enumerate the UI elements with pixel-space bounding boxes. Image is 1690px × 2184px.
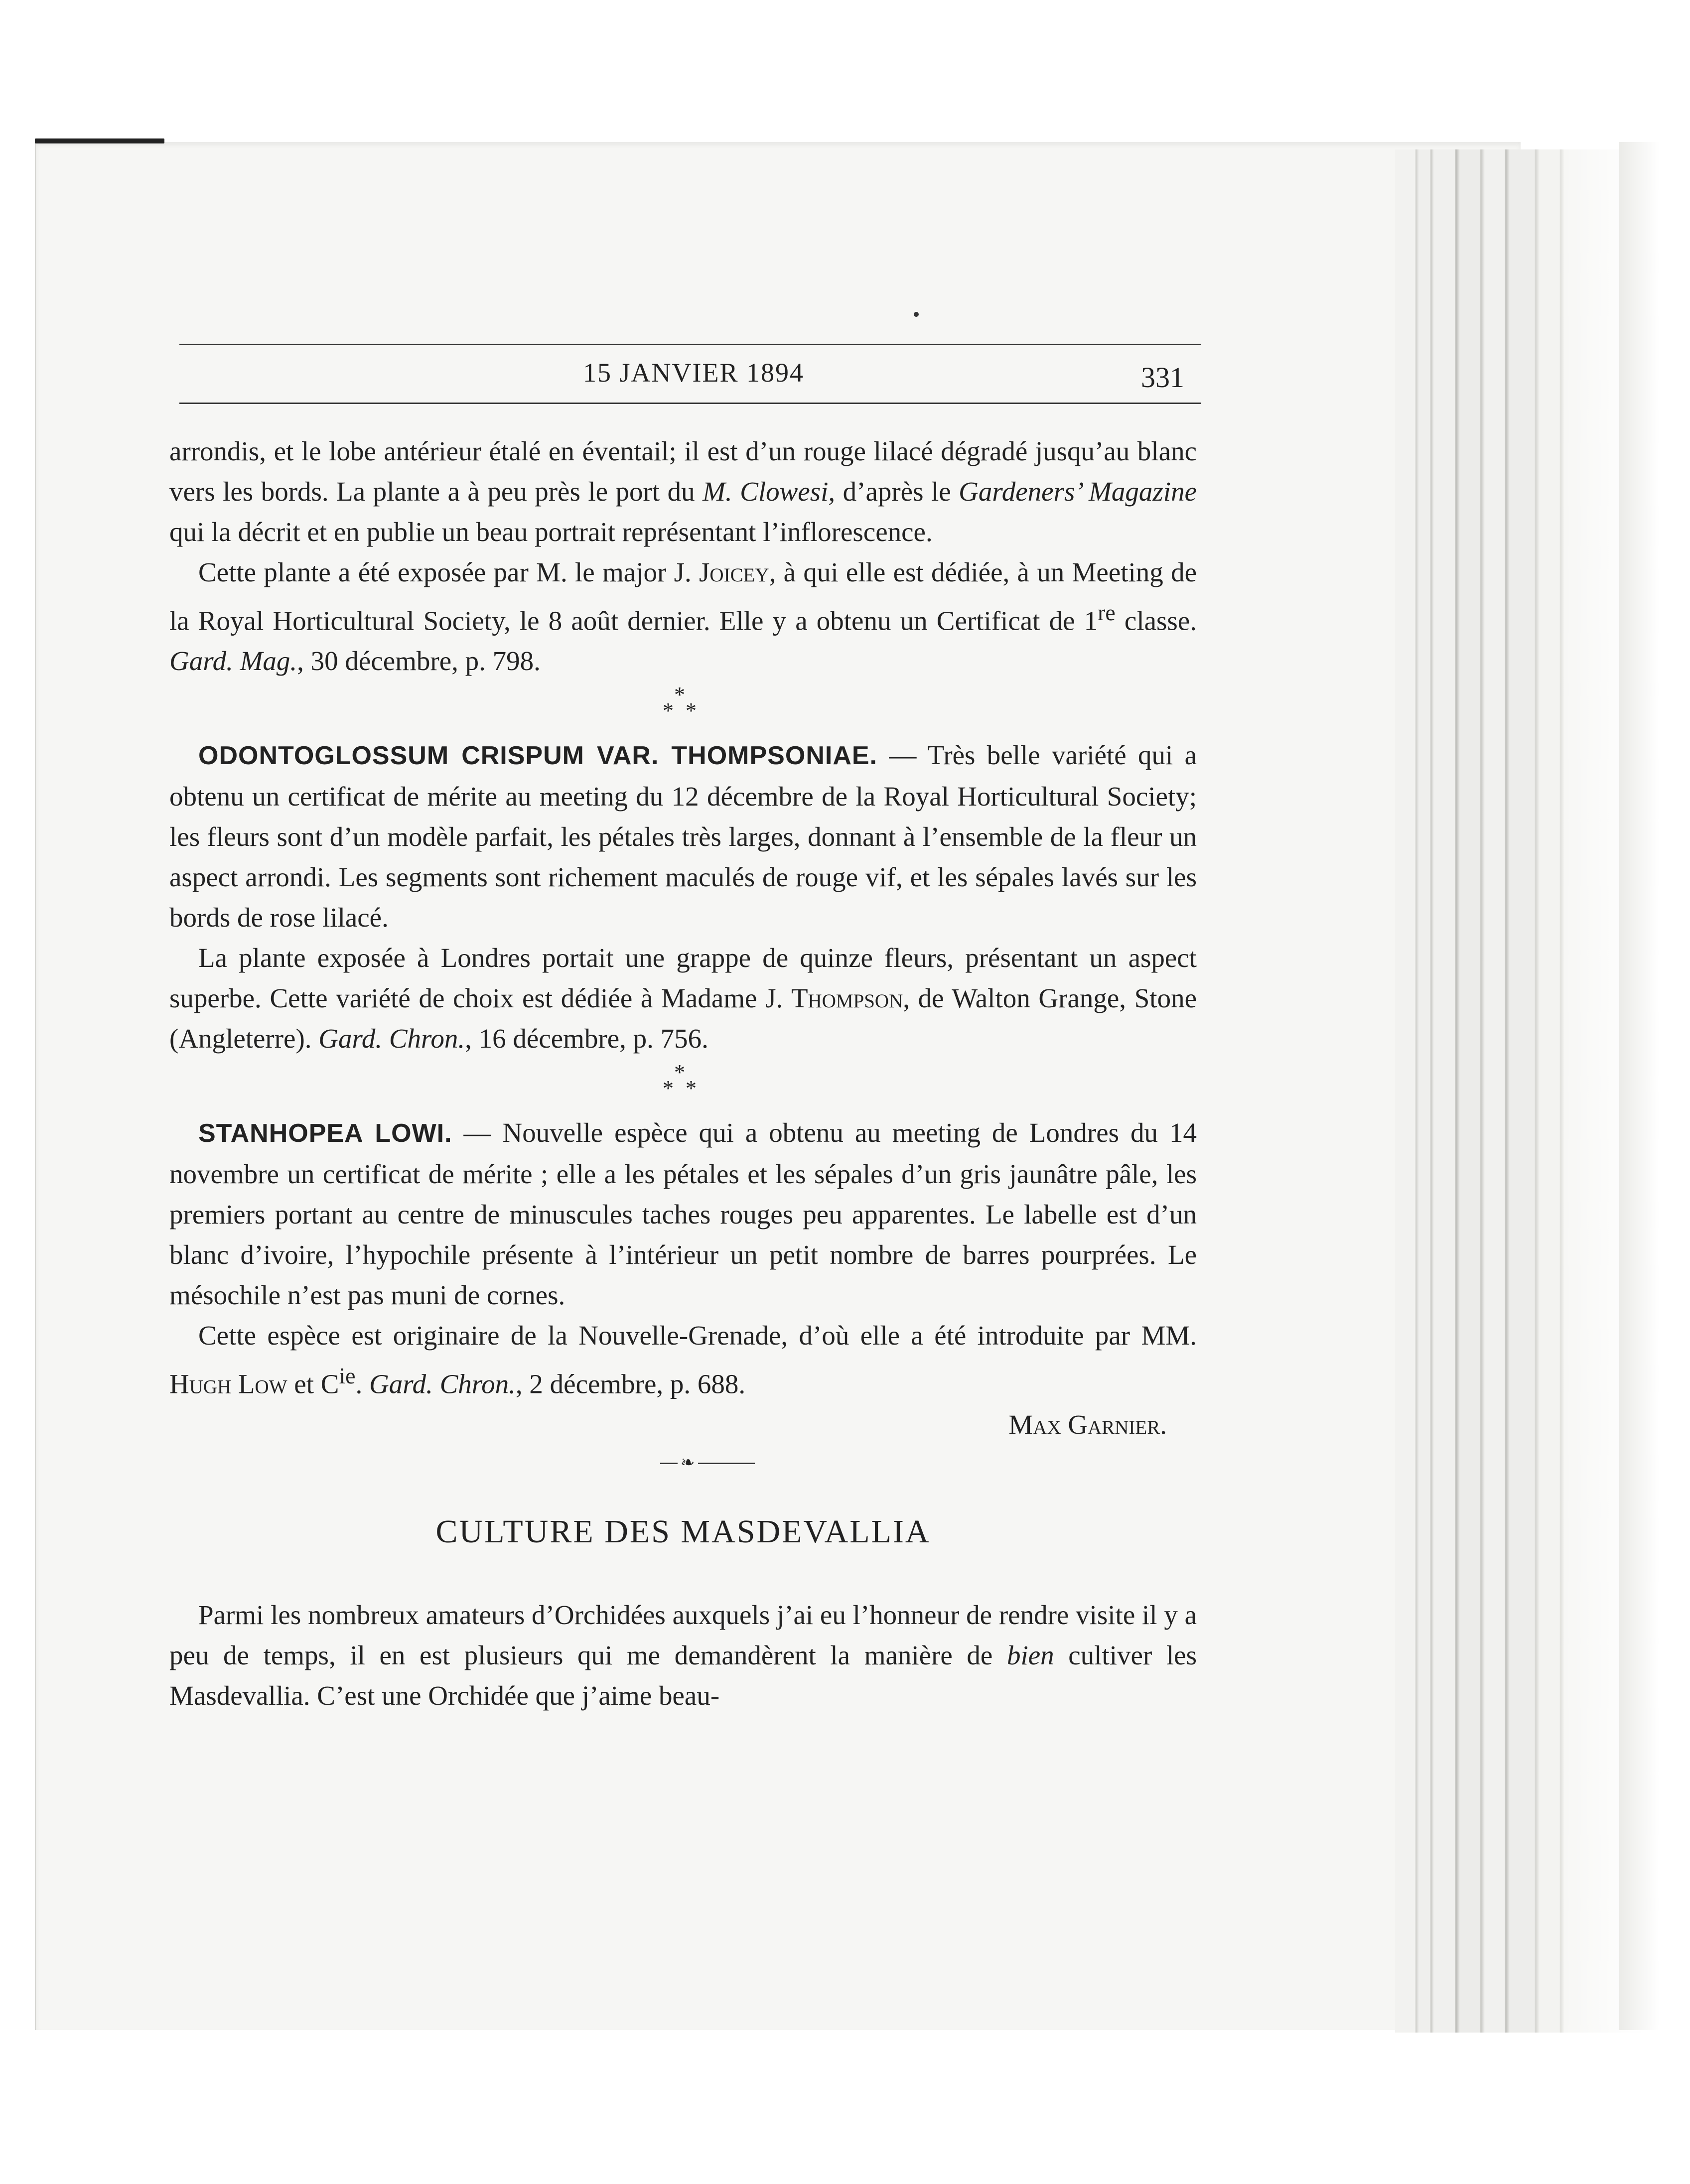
odontoglossum-paragraph-2 bbox=[169, 938, 1197, 1059]
section-text: Parmi les nombreux amateurs d’Orchidées auxquels j’ai eu l’honneur de rendre visite il y a peu de temps, il en est plusieurs qui me demandèrent la manière de bbox=[169, 1599, 1197, 1670]
citation-source: Gard. Chron. bbox=[318, 1023, 465, 1054]
section-ornament bbox=[169, 1445, 1197, 1483]
asterisk: * bbox=[674, 1060, 685, 1085]
emphasis: bien bbox=[1006, 1639, 1054, 1670]
header-rule-bottom bbox=[179, 403, 1201, 404]
entry-text: , de Walton Grange, Stone (Angleterre). bbox=[169, 983, 1197, 1054]
intro-text: classe. bbox=[1115, 605, 1197, 636]
magazine-title: Gardeners’ Magazine bbox=[959, 476, 1197, 507]
asterism-separator bbox=[169, 1059, 1197, 1112]
intro-text: , à qui elle est dédiée, à un Meeting de la Royal Horticultural Society, le 8 août dernier. Elle y a obtenu un Certificat de 1 bbox=[169, 557, 1197, 636]
citation-detail: , 30 décembre, p. 798. bbox=[297, 646, 541, 677]
page-body bbox=[169, 431, 1197, 1716]
citation-source: Gard. Mag. bbox=[169, 646, 297, 677]
page-edge-shadow bbox=[1619, 142, 1659, 2030]
entry-text: et C bbox=[287, 1368, 339, 1399]
asterism-separator bbox=[169, 681, 1197, 735]
asterisk: * bbox=[686, 698, 697, 723]
sheet-top-edge bbox=[35, 138, 164, 143]
book-page-edges bbox=[1395, 149, 1644, 2033]
superscript: ie bbox=[339, 1363, 356, 1389]
superscript: re bbox=[1098, 600, 1116, 625]
intro-paragraph-1 bbox=[169, 431, 1197, 552]
fleuron-icon: ❧ bbox=[678, 1455, 698, 1472]
entry-title-odontoglossum: ODONTOGLOSSUM CRISPUM VAR. THOMPSONIAE. bbox=[198, 741, 877, 771]
section-heading: CULTURE DES MASDEVALLIA bbox=[435, 1513, 931, 1550]
person-name: Joicey bbox=[699, 557, 769, 587]
entry-text: Cette espèce est originaire de la Nouvelle-Grenade, d’où elle a été introduite par MM. bbox=[198, 1320, 1197, 1351]
running-header-date: 15 JANVIER 1894 bbox=[583, 358, 804, 388]
stanhopea-paragraph-1 bbox=[169, 1112, 1197, 1315]
intro-text: Cette plante a été exposée par M. le major J. bbox=[198, 557, 700, 587]
citation-source: Gard. Chron. bbox=[369, 1368, 516, 1399]
intro-paragraph-2 bbox=[169, 552, 1197, 681]
stanhopea-paragraph-2 bbox=[169, 1315, 1197, 1404]
citation-detail: , 16 décembre, p. 756. bbox=[465, 1023, 708, 1054]
asterisk: * bbox=[686, 1076, 697, 1101]
odontoglossum-paragraph-1 bbox=[169, 735, 1197, 938]
page-number: 331 bbox=[1141, 361, 1184, 394]
entry-text: La plante exposée à Londres portait une grappe de quinze fleurs, présentant un aspect superbe. Cette variété de choix est dédiée à Madame J. bbox=[169, 943, 1197, 1014]
entry-text: — Nouvelle espèce qui a obtenu au meeting de Londres du 14 novembre un certificat de mérite ; elle a les pétales et les sépales d’un gris jaunâtre pâle, les premiers portant au centre de minuscules taches rouges peu apparentes. Le labelle est d’un blanc d’ivoire, l’hypochile présente à l’intérieur un petit nombre de barres pourprées. Le mésochile n’est pas muni de cornes. bbox=[169, 1117, 1197, 1311]
asterisk: * bbox=[674, 682, 685, 707]
section-text: cultiver les Masdevallia. C’est une Orchidée que j’aime beau- bbox=[169, 1639, 1197, 1711]
author-signature: Max Garnier. bbox=[1008, 1409, 1167, 1440]
species-name: M. Clowesi, bbox=[703, 476, 836, 507]
asterisk: * bbox=[663, 698, 674, 723]
culture-paragraph-1 bbox=[169, 1595, 1197, 1716]
intro-text: d’après le bbox=[835, 476, 959, 507]
ornament-rule bbox=[660, 1463, 755, 1464]
header-rule-top bbox=[179, 344, 1201, 345]
entry-text: . bbox=[355, 1368, 370, 1399]
person-name: Thompson bbox=[791, 983, 903, 1014]
citation-detail: , 2 décembre, p. 688. bbox=[515, 1368, 746, 1399]
asterisk: * bbox=[663, 1076, 674, 1101]
intro-text: arrondis, et le lobe antérieur étalé en éventail; il est d’un rouge lilacé dégradé jusqu’au blanc vers les bords. La plante a à peu près le port du bbox=[169, 436, 1197, 507]
entry-title-stanhopea: STANHOPEA LOWI. bbox=[198, 1119, 452, 1148]
intro-text: qui la décrit et en publie un beau portrait représentant l’inflorescence. bbox=[169, 517, 933, 547]
header-mark bbox=[914, 312, 919, 317]
entry-text: — Très belle variété qui a obtenu un certificat de mérite au meeting du 12 décembre de la Royal Horticultural Society; les fleurs sont d’un modèle parfait, les pétales très larges, donnant à l’ensemble de la fleur un aspect arrondi. Les segments sont richement maculés de rouge vif, et les sépales lavés sur les bords de rose lilacé. bbox=[169, 740, 1197, 933]
person-name: Hugh Low bbox=[169, 1368, 287, 1399]
